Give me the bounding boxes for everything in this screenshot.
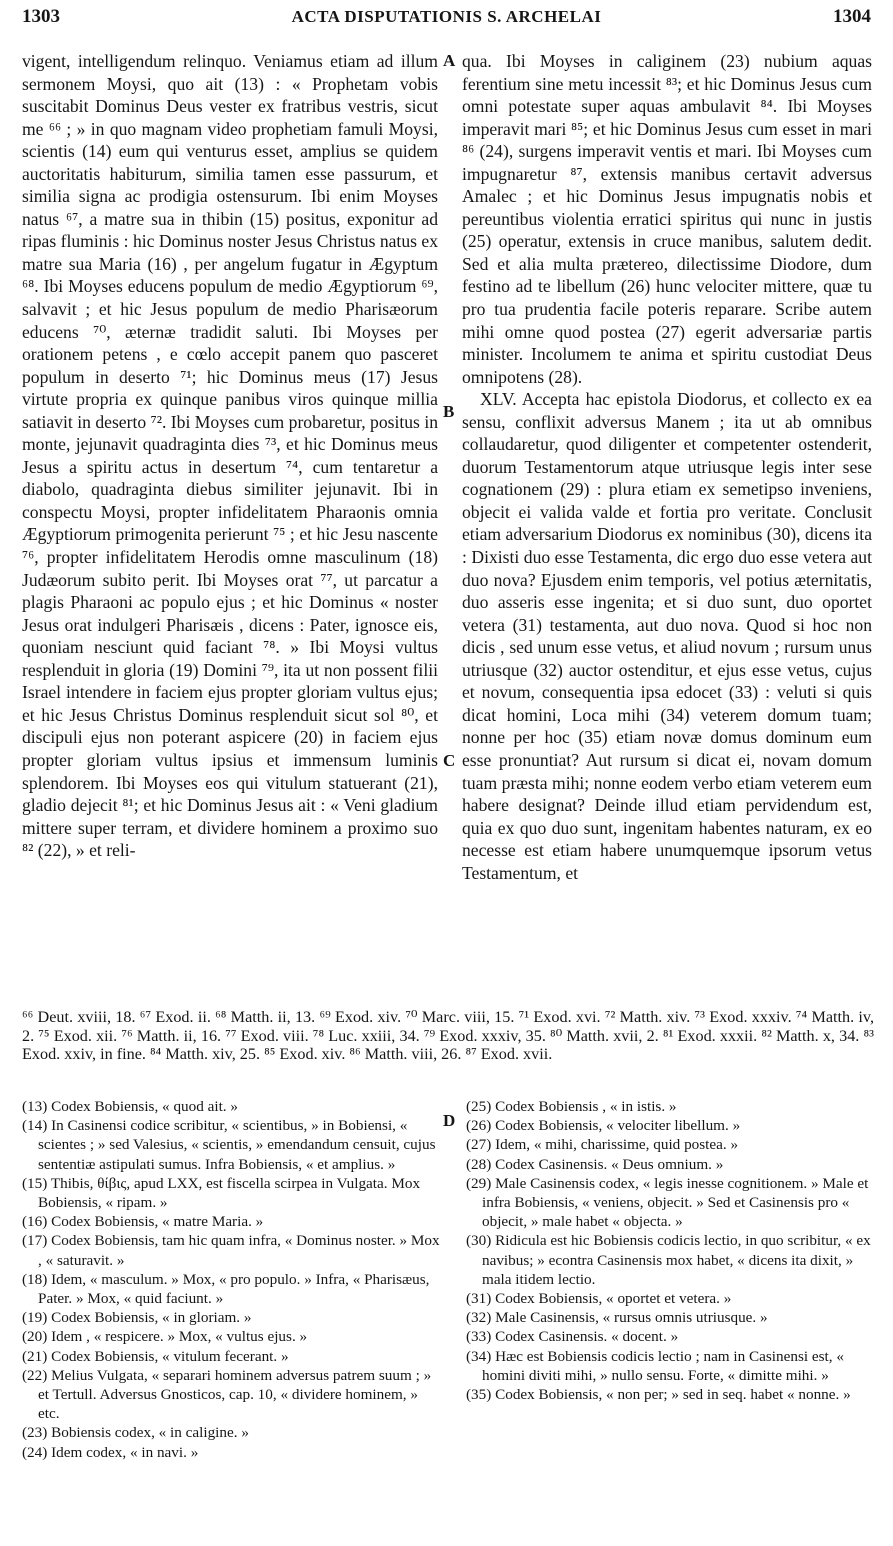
footnote: (22) Melius Vulgata, « separari hominem adversus patrem suum ; » et Tertull. Adversus Gnosticos, cap. 10, « dividere hominem, » etc. (22, 1366, 432, 1423)
left-column-paragraph: vigent, intelligendum relinquo. Veniamus etiam ad illum sermonem Moysi, quo ait (13) : « Prophetam vobis suscitabit Dominus Deus vester ex fratribus vestris, sicut me ⁶⁶ ; » in quo magnam video prophetiam famuli Moysi, scientis (14) eum qui venturus esset, amplius se quidem auctoritatis habiturum, similia tamen esse passurum, et similia signa ac prodigia ostensurum. Ibi enim Moyses natus ⁶⁷, a matre sua in thibin (15) positus, exponitur ad ripas fluminis : hic Dominus noster Jesus Christus natus ex matre sua Maria (16) , per angelum fugatur in Ægyptum ⁶⁸. Ibi Moyses educens populum de medio Ægyptiorum ⁶⁹, salvavit ; et hic Jesus populum de medio Pharisæorum educens ⁷⁰, æternæ tradidit saluti. Ibi Moyses per orationem petens , e cœlo accepit panem quo pasceret populum in deserto ⁷¹; hic Dominus meus (17) Jesus virtute propria ex quinque panibus viros quinque millia satiavit in deserto ⁷². Ibi Moyses cum probaretur, positus in monte, jejunavit quadraginta dies ⁷³, et hic Dominus meus Jesus a spiritu actus in desertum ⁷⁴, cum tentaretur a diabolo, quadraginta diebus similiter jejunavit. Ibi in conspectu Moysi, propter infidelitatem Pharaonis omnia Ægyptiorum primogenita perierunt ⁷⁵ ; et hic Jesu nascente ⁷⁶, propter infidelitatem Herodis omne masculinum (18) Judæorum subito perit. Ibi Moyses orat ⁷⁷, ut parcatur a plagis Pharaoni ac populo ejus ; et hic Dominus « noster Jesus orat indulgeri Pharisæis , dicens : Pater, ignosce eis, quoniam nesciunt quid faciant ⁷⁸. » Ibi Moysi vultus resplenduit in gloria (19) Domini ⁷⁹, ita ut non possent filii Israel intendere in faciem ejus propter gloriam vultus ejus; et hic Jesus Christus Dominus resplenduit sicut sol ⁸⁰, et discipuli ejus non poterant aspicere (20) in faciem ejus propter gloriam vultus ipsius et immensum luminis splendorem. Ibi Moyses eos qui vitulum statuerant (21), gladio dejecit ⁸¹; et hic Dominus Jesus ait : « Veni gladium mittere super terram, et dividere hominem a proximo suo ⁸² (22), » et reli- (22, 51, 438, 861)
footnote: (31) Codex Bobiensis, « oportet et vetera. » (466, 1290, 732, 1308)
margin-letter-c: C (443, 751, 456, 770)
scripture-references: ⁶⁶ Deut. xviii, 18. ⁶⁷ Exod. ii. ⁶⁸ Matth. ii, 13. ⁶⁹ Exod. xiv. ⁷⁰ Marc. viii, 15. ⁷¹ Exod. xvi. ⁷² Matth. xiv. ⁷³ Exod. xxxiv. ⁷⁴ Matth. iv, 2. ⁷⁵ Exod. xii. ⁷⁶ Matth. ii, 16. ⁷⁷ Exod. viii. ⁷⁸ Luc. xxiii, 34. ⁷⁹ Exod. xxxiv, 35. ⁸⁰ Matth. xvii, 2. ⁸¹ Exod. xxxii. ⁸² Matth. x, 34. ⁸³ Exod. xxiv, in fine. ⁸⁴ Matth. xiv, 25. ⁸⁵ Exod. xiv. ⁸⁶ Matth. viii, 26. ⁸⁷ Exod. xvii. (22, 1008, 874, 1064)
footnote: (19) Codex Bobiensis, « in gloriam. » (22, 1309, 252, 1327)
margin-letter-b: B (443, 402, 455, 421)
footnote: (23) Bobiensis codex, « in caligine. » (22, 1424, 249, 1442)
footnote: (21) Codex Bobiensis, « vitulum fecerant. » (22, 1347, 289, 1365)
right-column-paragraph: qua. Ibi Moyses in caliginem (23) nubium aquas ferentium sine metu incessit ⁸³; et hic Dominus Jesus cum omni potestate super aquas ambulavit ⁸⁴. Ibi Moyses imperavit mari ⁸⁵; et hic Dominus Jesus cum esset in mari ⁸⁶ (24), surgens imperavit ventis et mari. Ibi Moyses cum impugnaretur ⁸⁷, extensis manibus certavit adversus Amalec ; et hic Dominus Jesus impugnatis nobis et pereuntibus violentia erratici spiritus qui nunc in justis (25) operatur, extensis in cruce manibus, salutem dedit. Sed et alia multa prætereo, dilectissime Diodore, dum festino ad te libellum (26) hunc velociter mittere, quæ tu pro tua prudentia facile poteris reparare. Scribe autem mihi omne quod postea (27) egerit adversariæ partis minister. Incolumem te anima et spiritu custodiat Deus omnipotens (28). (462, 51, 872, 387)
footnote: (34) Hæc est Bobiensis codicis lectio ; nam in Casinensi est, « homini diviti mihi, » nullo sensu. Forte, « dimitte mihi. » (466, 1347, 844, 1384)
footnote: (16) Codex Bobiensis, « matre Maria. » (22, 1213, 264, 1231)
footnote: (14) In Casinensi codice scribitur, « scientibus, » in Bobiensi, « scientes ; » sed Valesius, « scientis, » emendandum censuit, cujus sententiæ astipulati sumus. Infra Bobiensis, « et amplius. » (22, 1117, 436, 1173)
footnote: (27) Idem, « mihi, charissime, quid postea. » (466, 1136, 739, 1154)
running-title: ACTA DISPUTATIONIS S. ARCHELAI (291, 7, 602, 26)
footnote: (20) Idem , « respicere. » Mox, « vultus ejus. » (22, 1328, 308, 1346)
footnote: (25) Codex Bobiensis , « in istis. » (466, 1098, 677, 1115)
footnote: (33) Codex Casinensis. « docent. » (466, 1328, 679, 1346)
footnote: (28) Codex Casinensis. « Deus omnium. » (466, 1155, 724, 1173)
footnote: (35) Codex Bobiensis, « non per; » sed in seq. habet « nonne. » (466, 1386, 851, 1404)
page-number-left: 1303 (22, 6, 60, 27)
footnote: (15) Thibis, θίβις, apud LXX, est fiscella scirpea in Vulgata. Mox Bobiensis, « ripam. » (22, 1174, 421, 1212)
page-number-right: 1304 (833, 6, 871, 27)
right-column-paragraph: XLV. Accepta hac epistola Diodorus, et collecto ex ea sensu, conflixit adversus Manem ; ita ut ab omnibus collaudaretur, quod diligenter et competenter ostenderit, duorum Testamentorum atque utriusque legis inter sese cognationem (29) : plura etiam ex semetipso inveniens, objecit ei valida valde et fortia pro veritate. Conclusit etiam adversarium Diodorus ex nominibus (30), dicens ita : Dixisti duo esse Testamenta, dic ergo duo esse vetera aut duo nova? Ejusdem enim temporis, vel potius æternitatis, duo asseris esse ingenita; et si duo sunt, duo oportet vetera (31) testamenta, aut duo nova. Quod si hoc non dicis , sed unum esse vetus, et aliud novum ; rursum unus utriusque (32) auctor ostenditur, et ejus esse vetus, cujus et novum, consequentia ipsa edocet (33) : veluti si quis dicat homini, Loca mihi (34) veterem domum tuam; nonne per hoc (35) etiam novæ domus dominum eum esse pronuntiat? Aut rursum si dicat ei, novam domum tuam præsta mihi; nonne eodem verbo etiam veterem eum habere designat? Deinde illud etiam pervidendum est, quia ex quo duo sunt, ingenitam habentes naturam, ex eo necesse est etiam habere unumquemque ipsorum vetus Testamentum, et (462, 389, 872, 883)
footnote: (24) Idem codex, « in navi. » (22, 1443, 199, 1461)
footnote: (26) Codex Bobiensis, « velociter libellum. » (466, 1117, 741, 1135)
margin-letter-a: A (443, 51, 456, 70)
footnotes-left-column (22, 1097, 442, 1462)
footnote: (29) Male Casinensis codex, « legis inesse cognitionem. » Male et infra Bobiensis, « veniens, objecit. » Sed et Casinensis pro « objecit, » male habet « objecta. » (466, 1174, 869, 1231)
footnote: (13) Codex Bobiensis, « quod ait. » (22, 1098, 238, 1115)
main-text-left-column (22, 50, 438, 862)
margin-letter-d: D (443, 1111, 456, 1130)
running-header (22, 6, 871, 32)
footnote: (30) Ridicula est hic Bobiensis codicis lectio, in quo scribitur, « ex navibus; » econtra Casinensis mox habet, « dicens ita dixit, » mala itidem lectio. (466, 1232, 871, 1288)
footnotes-right-column (466, 1097, 874, 1404)
footnote: (17) Codex Bobiensis, tam hic quam infra, « Dominus noster. » Mox , « saturavit. » (22, 1232, 440, 1269)
main-text-right-column (462, 50, 872, 884)
footnote: (32) Male Casinensis, « rursus omnis utriusque. » (466, 1309, 768, 1327)
footnote: (18) Idem, « masculum. » Mox, « pro populo. » Infra, « Pharisæus, Pater. » Mox, « quid faciunt. » (22, 1270, 430, 1308)
